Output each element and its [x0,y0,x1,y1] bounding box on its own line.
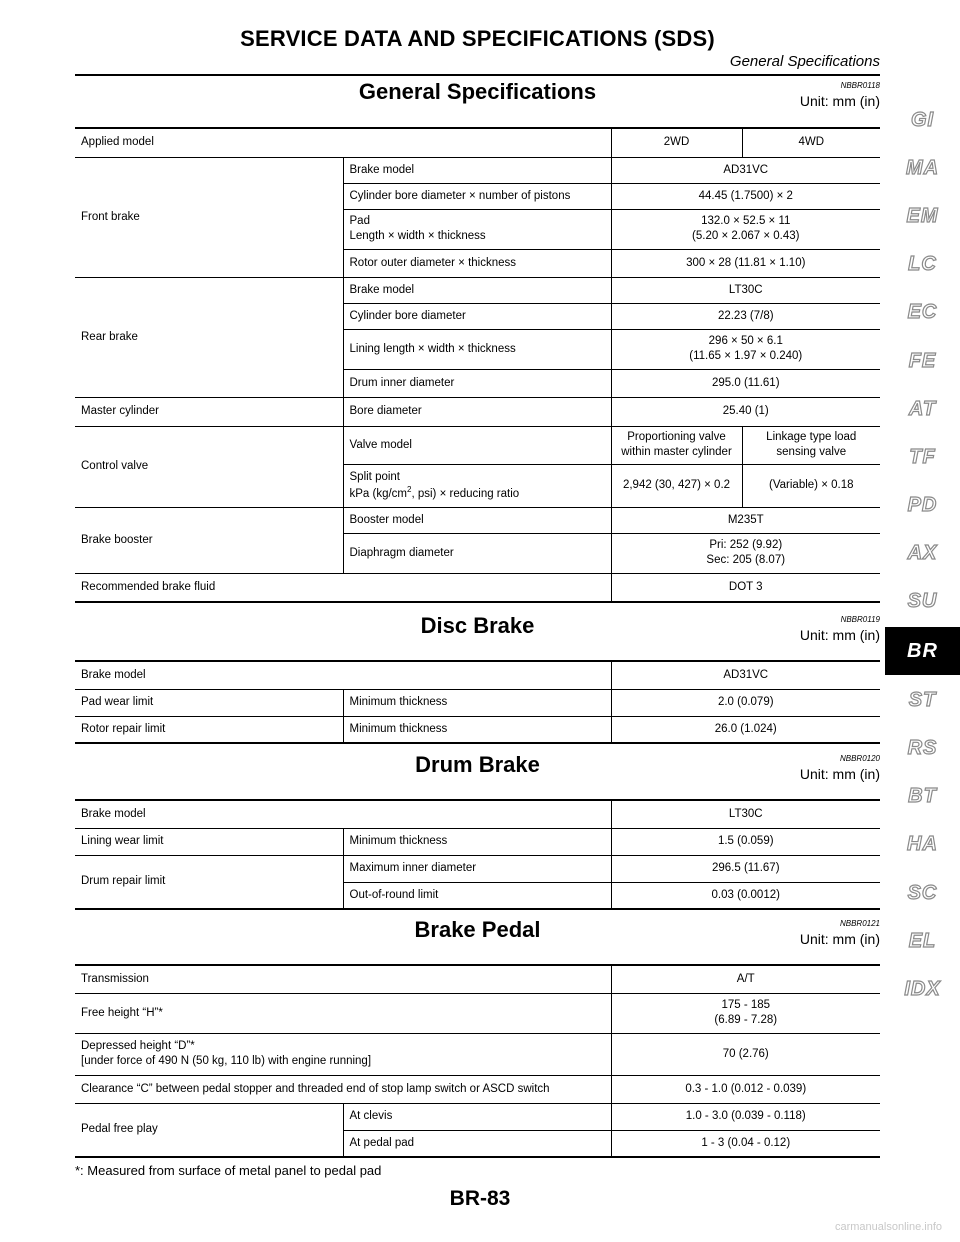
cell-line: Split point [349,470,401,483]
brake-pedal-table [75,964,880,1158]
section-unit: Unit: mm (in) [799,93,880,109]
cell: At pedal pad [343,1130,611,1157]
tab-ma[interactable]: MA [905,156,940,179]
cell: Minimum thickness [343,689,611,716]
cell: 22.23 (7/8) [611,303,880,329]
table-row [75,277,880,303]
tab-ax[interactable]: AX [907,542,938,565]
disc-brake-table [75,660,880,744]
cell-line: , psi) × reducing ratio [411,487,520,500]
cell: 1 - 3 (0.04 - 0.12) [611,1130,880,1157]
master-cylinder-label: Master cylinder [75,397,343,426]
cell: 295.0 (11.61) [611,369,880,397]
control-valve-label: Control valve [75,426,343,507]
watermark-text: carmanualsonline.info [834,1221,942,1233]
cell-line: 175 - 185 [721,999,771,1012]
table-row [75,828,880,855]
section-index-sidebar [885,96,960,1014]
section-code: NBBR0118 [840,81,880,90]
disc-brake-section [75,613,880,643]
col-2wd-header: 2WD [611,128,742,157]
tab-at[interactable]: AT [908,397,937,420]
section-code: NBBR0119 [840,615,880,624]
section-unit: Unit: mm (in) [799,931,880,947]
cell: 70 (2.76) [611,1033,880,1075]
cell: Brake model [343,157,611,183]
cell: (Variable) × 0.18 [742,464,880,507]
cell: Rotor outer diameter × thickness [343,249,611,277]
cell-line: kPa (kg/cm [349,487,408,500]
general-spec-table [75,127,880,603]
cell: 2,942 (30, 427) × 0.2 [611,464,742,507]
cell: Brake model [75,661,611,689]
cell: Maximum inner diameter [343,855,611,882]
cell: 1.5 (0.059) [611,828,880,855]
section-title: Drum Brake [415,752,540,777]
cell: Recommended brake fluid [75,573,611,602]
section-title: Brake Pedal [414,917,541,942]
tab-lc[interactable]: LC [908,253,937,276]
page-header [75,26,880,70]
cell: 0.3 - 1.0 (0.012 - 0.039) [611,1075,880,1103]
tab-fe[interactable]: FE [908,349,937,372]
tab-st[interactable]: ST [908,688,937,711]
footnote: *: Measured from surface of metal panel to pedal pad [75,1163,382,1178]
table-row [75,1033,880,1075]
cell: Out-of-round limit [343,882,611,909]
cell: LT30C [611,800,880,828]
front-brake-label: Front brake [75,157,343,277]
table-row [75,128,880,157]
brake-booster-label: Brake booster [75,507,343,573]
header-rule [75,74,880,76]
table-row [75,716,880,743]
applied-model-label: Applied model [75,128,611,157]
table-row [75,1103,880,1130]
cell-line: (5.20 × 2.067 × 0.43) [692,230,800,242]
cell: Pad wear limit [75,689,343,716]
cell: Transmission [75,965,611,993]
table-row [75,661,880,689]
cell: Lining length × width × thickness [343,329,611,369]
page-title: SERVICE DATA AND SPECIFICATIONS (SDS) [240,26,715,51]
cell: Free height “H”* [75,993,611,1033]
section-title: General Specifications [358,79,597,104]
section-title: Disc Brake [420,613,535,638]
cell-line: within master cylinder [621,446,732,458]
table-row [75,855,880,882]
cell: AD31VC [611,661,880,689]
cell: 25.40 (1) [611,397,880,426]
cell [75,1033,611,1075]
cell [611,993,880,1033]
table-row [75,157,880,183]
table-row [75,965,880,993]
cell: M235T [611,507,880,533]
cell: Valve model [343,426,611,464]
col-4wd-header: 4WD [742,128,880,157]
cell: Brake model [75,800,611,828]
cell: Brake model [343,277,611,303]
cell: 26.0 (1.024) [611,716,880,743]
tab-sc[interactable]: SC [907,881,938,904]
cell: Diaphragm diameter [343,533,611,573]
tab-idx[interactable]: IDX [904,977,941,1000]
tab-br-active[interactable]: BR [885,627,960,675]
page-subtitle: General Specifications [729,53,880,70]
table-row [75,1075,880,1103]
cell: 2.0 (0.079) [611,689,880,716]
cell: Cylinder bore diameter [343,303,611,329]
cell [611,209,880,249]
section-code: NBBR0120 [839,754,880,763]
cell-line: 296 × 50 × 6.1 [708,335,783,348]
brake-pedal-section [75,917,880,947]
cell: LT30C [611,277,880,303]
cell: Pedal free play [75,1103,343,1157]
table-row [75,993,880,1033]
cell: 1.0 - 3.0 (0.039 - 0.118) [611,1103,880,1130]
cell [742,426,880,464]
cell-line: [under force of 490 N (50 kg, 110 lb) with engine running] [81,1055,372,1067]
table-row [75,573,880,602]
cell [343,209,611,249]
tab-gi[interactable]: GI [910,108,935,131]
cell: Minimum thickness [343,828,611,855]
tab-rs[interactable]: RS [907,737,938,760]
drum-brake-section [75,752,880,782]
cell-line: Pri: 252 (9.92) [709,539,783,552]
tab-pd[interactable]: PD [907,494,938,517]
rear-brake-label: Rear brake [75,277,343,397]
cell-line: Linkage type load [766,431,857,444]
superscript: 2 [407,484,412,494]
cell-line: 132.0 × 52.5 × 11 [701,215,791,228]
cell [343,464,611,507]
cell: 0.03 (0.0012) [611,882,880,909]
cell: Clearance “C” between pedal stopper and threaded end of stop lamp switch or ASCD switch [75,1075,611,1103]
cell: Cylinder bore diameter × number of pistons [343,183,611,209]
tab-el[interactable]: EL [908,929,937,952]
cell [611,329,880,369]
cell: DOT 3 [611,573,880,602]
section-unit: Unit: mm (in) [799,766,880,782]
tab-ha[interactable]: HA [907,833,938,856]
cell: Drum inner diameter [343,369,611,397]
tab-em[interactable]: EM [906,204,939,227]
tab-ec[interactable]: EC [907,301,938,324]
cell-line: Depressed height “D”* [81,1040,195,1053]
cell: Lining wear limit [75,828,343,855]
cell: 296.5 (11.67) [611,855,880,882]
cell: 44.45 (1.7500) × 2 [611,183,880,209]
section-code: NBBR0121 [839,919,880,928]
cell: A/T [611,965,880,993]
cell: AD31VC [611,157,880,183]
table-row [75,689,880,716]
tab-bt[interactable]: BT [908,785,937,808]
page-number: BR-83 [449,1187,511,1210]
tab-tf[interactable]: TF [909,445,936,468]
cell [611,426,742,464]
drum-brake-table [75,799,880,910]
cell: Drum repair limit [75,855,343,909]
cell-line: Sec: 205 (8.07) [706,554,786,566]
cell-line: Proportioning valve [627,431,726,444]
cell: Rotor repair limit [75,716,343,743]
table-row [75,397,880,426]
cell-line: (6.89 - 7.28) [714,1014,778,1026]
cell: Minimum thickness [343,716,611,743]
cell-line: (11.65 × 1.97 × 0.240) [689,350,803,362]
tab-su[interactable]: SU [907,590,938,613]
cell-line: Length × width × thickness [349,230,486,242]
cell: Bore diameter [343,397,611,426]
general-specifications-section [75,79,880,109]
cell: Booster model [343,507,611,533]
table-row [75,426,880,464]
cell: At clevis [343,1103,611,1130]
cell: 300 × 28 (11.81 × 1.10) [611,249,880,277]
cell [611,533,880,573]
cell-line: Pad [349,215,370,228]
table-row [75,800,880,828]
cell-line: sensing valve [776,446,847,458]
section-unit: Unit: mm (in) [799,627,880,643]
table-row [75,507,880,533]
